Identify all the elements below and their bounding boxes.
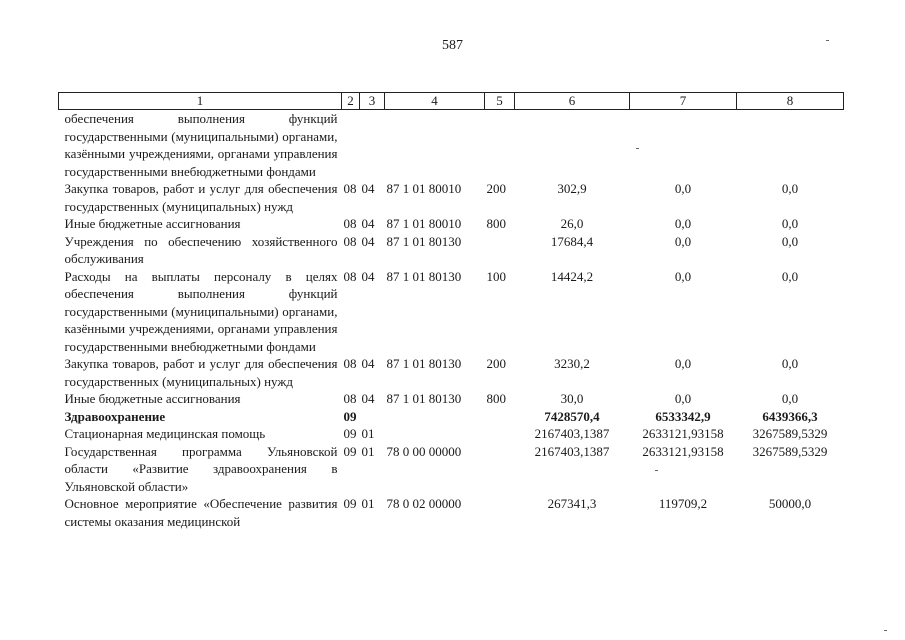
subsection-code: 01 [361, 496, 375, 511]
subsection-code: 04 [361, 391, 375, 406]
section-code: 08 [343, 233, 357, 249]
amount-col7: 0,0 [674, 181, 692, 196]
table-row [59, 495, 844, 530]
subsection-code: 01 [361, 426, 375, 441]
amount-col8: 0,0 [781, 216, 799, 231]
row-name: Иные бюджетные ассигнования [64, 391, 241, 406]
amount-col8 [737, 110, 844, 181]
amount-col8: 6439366,3 [762, 408, 818, 424]
scan-speck [655, 470, 658, 471]
subsection-code: 04 [361, 181, 375, 196]
amount-col7: 0,0 [674, 391, 692, 406]
amount-col7 [630, 110, 737, 181]
target-article-code: 87 1 01 80010 [386, 181, 462, 196]
section-code: 09 [343, 408, 357, 424]
target-article-code: 87 1 01 80130 [386, 233, 462, 249]
expense-type-code [485, 443, 515, 496]
amount-col8: 0,0 [781, 233, 799, 249]
amount-col6: 7428570,4 [544, 408, 600, 424]
expense-type-code: 200 [486, 181, 506, 196]
amount-col6 [515, 110, 630, 181]
subsection-code: 01 [361, 443, 375, 459]
subsection-code [360, 110, 385, 181]
amount-col8: 0,0 [781, 356, 799, 371]
table-row [59, 443, 844, 496]
section-code: 08 [343, 356, 357, 371]
section-code: 08 [343, 181, 357, 196]
column-header: 6 [515, 93, 630, 110]
expense-type-code: 800 [486, 216, 506, 231]
row-name: Государственная программа Ульяновской области «Развитие здравоохранения в Ульяновской области» [64, 443, 338, 494]
row-name: Учреждения по обеспечению хозяйственного обслуживания [64, 233, 338, 266]
amount-col6: 26,0 [560, 216, 584, 231]
amount-col8: 3267589,5329 [752, 426, 828, 441]
subsection-code: 04 [361, 356, 375, 371]
table-row [59, 390, 844, 408]
amount-col8: 50000,0 [768, 496, 812, 511]
expense-type-code [485, 408, 515, 426]
target-article-code: 87 1 01 80130 [386, 268, 462, 284]
target-article-code: 78 0 00 00000 [386, 443, 462, 459]
amount-col8: 0,0 [781, 181, 799, 196]
table-row [59, 233, 844, 268]
expense-type-code: 800 [486, 391, 506, 406]
amount-col7: 6533342,9 [655, 408, 711, 424]
row-name: Стационарная медицинская помощь [64, 426, 266, 441]
amount-col6: 2167403,1387 [534, 426, 610, 441]
target-article-code: 78 0 02 00000 [386, 496, 462, 511]
subsection-code: 04 [361, 233, 375, 249]
scan-speck [884, 630, 887, 631]
section-code: 09 [343, 496, 357, 511]
amount-col6: 3230,2 [554, 356, 590, 371]
expense-type-code [485, 495, 515, 530]
scan-speck [636, 148, 639, 149]
column-header: 2 [342, 93, 360, 110]
scan-speck [826, 40, 829, 41]
column-header: 4 [385, 93, 485, 110]
amount-col7: 2633121,93158 [642, 443, 724, 459]
amount-col7: 119709,2 [658, 496, 708, 511]
table-row [59, 180, 844, 215]
row-name: Основное мероприятие «Обеспечение развития системы оказания медицинской [64, 496, 338, 529]
section-code: 09 [343, 443, 357, 459]
column-header: 7 [630, 93, 737, 110]
table-header [59, 93, 844, 110]
amount-col7: 0,0 [674, 356, 692, 371]
target-article-code: 87 1 01 80130 [386, 391, 462, 406]
column-number-row [59, 93, 844, 110]
amount-col7: 0,0 [674, 233, 692, 249]
expense-type-code: 100 [486, 268, 506, 284]
table-row [59, 355, 844, 390]
table-row [59, 110, 844, 181]
row-name: Закупка товаров, работ и услуг для обеспечения государственных (муниципальных) нужд [64, 356, 338, 389]
column-header: 3 [360, 93, 385, 110]
section-code: 08 [343, 268, 357, 284]
amount-col8: 3267589,5329 [752, 443, 828, 459]
amount-col6: 267341,3 [547, 496, 597, 511]
column-header: 1 [59, 93, 342, 110]
page-number: 587 [442, 38, 463, 53]
subsection-code [360, 408, 385, 426]
expense-type-code: 200 [486, 356, 506, 371]
target-article-code [385, 425, 485, 443]
target-article-code [385, 110, 485, 181]
subsection-code: 04 [361, 268, 375, 284]
table-row [59, 215, 844, 233]
row-name: Расходы на выплаты персоналу в целях обеспечения выполнения функций государственными (муниципальными) органами, казёнными учреждениями, органами управления государственными внебюджетными фондами [64, 268, 338, 354]
amount-col6: 2167403,1387 [534, 443, 610, 459]
target-article-code: 87 1 01 80130 [386, 356, 462, 371]
amount-col6: 17684,4 [550, 233, 594, 249]
amount-col7: 2633121,93158 [642, 426, 724, 441]
expense-type-code [485, 425, 515, 443]
section-code: 08 [343, 391, 357, 406]
amount-col7: 0,0 [674, 268, 692, 284]
section-code: 09 [343, 426, 357, 441]
amount-col6: 302,9 [557, 181, 587, 196]
column-header: 8 [737, 93, 844, 110]
table-row [59, 425, 844, 443]
section-code [342, 110, 360, 181]
target-article-code [385, 408, 485, 426]
table-row [59, 408, 844, 426]
amount-col7: 0,0 [674, 216, 692, 231]
budget-table [58, 92, 844, 530]
subsection-code: 04 [361, 216, 375, 231]
expense-type-code [485, 110, 515, 181]
amount-col6: 30,0 [560, 391, 584, 406]
expense-type-code [485, 233, 515, 268]
amount-col6: 14424,2 [550, 268, 594, 284]
row-name: Здравоохранение [64, 408, 166, 424]
table-row [59, 268, 844, 356]
amount-col8: 0,0 [781, 391, 799, 406]
row-name: обеспечения выполнения функций государственными (муниципальными) органами, казёнными учреждениями, органами управления государственными внебюджетными фондами [64, 111, 338, 179]
row-name: Закупка товаров, работ и услуг для обеспечения государственных (муниципальных) нужд [64, 181, 338, 214]
target-article-code: 87 1 01 80010 [386, 216, 462, 231]
column-header: 5 [485, 93, 515, 110]
table-body [59, 110, 844, 531]
section-code: 08 [343, 216, 357, 231]
row-name: Иные бюджетные ассигнования [64, 216, 241, 231]
amount-col8: 0,0 [781, 268, 799, 284]
